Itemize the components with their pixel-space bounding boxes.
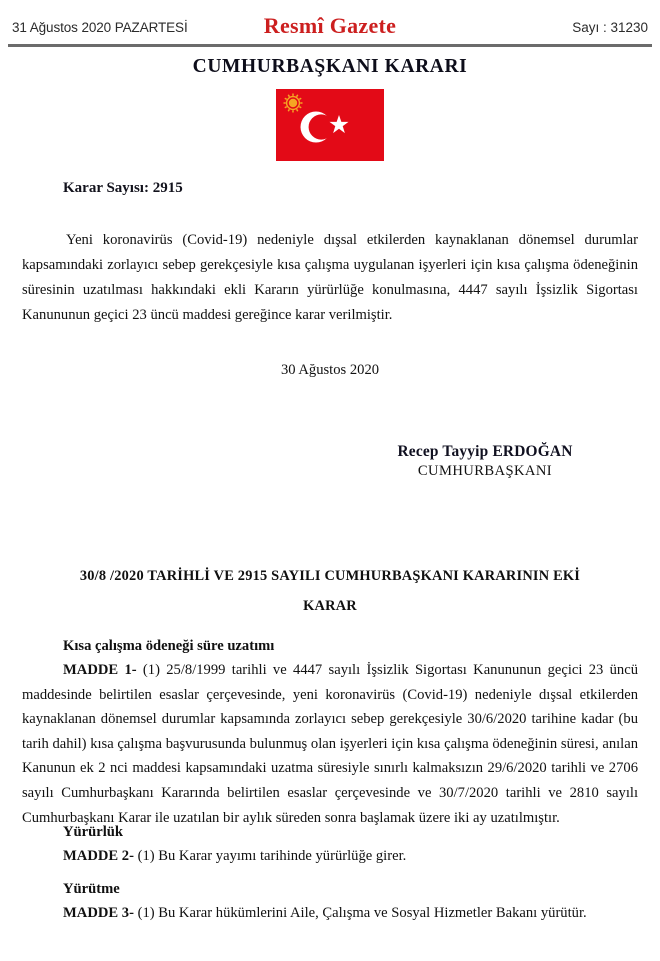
article-2 <box>22 822 638 869</box>
emblem-container <box>0 89 660 166</box>
article-3-text: (1) Bu Karar hükümlerini Aile, Çalışma ve Sosyal Hizmetler Bakanı yürütür. <box>133 905 587 921</box>
masthead-title: Resmî Gazete <box>263 13 397 38</box>
article-3-label: MADDE 3- <box>63 905 134 921</box>
masthead-divider <box>8 44 652 47</box>
decision-title: CUMHURBAŞKANI KARARI <box>192 56 468 77</box>
decision-date: 30 Ağustos 2020 <box>280 362 380 378</box>
masthead-date: 31 Ağustos 2020 PAZARTESİ <box>12 19 188 35</box>
masthead-issue-number: Sayı : 31230 <box>572 19 648 35</box>
annex-heading-line-2: KARAR <box>303 598 357 614</box>
decision-number: Karar Sayısı: 2915 <box>63 180 183 196</box>
article-1-heading: Kısa çalışma ödeneği süre uzatımı <box>63 638 275 654</box>
turkish-flag-emblem-icon <box>276 89 384 161</box>
signature-block <box>330 443 640 480</box>
signatory-name: Recep Tayyip ERDOĞAN <box>397 443 573 460</box>
signatory-role: CUMHURBAŞKANI <box>417 463 553 479</box>
decision-lead-paragraph: Yeni koronavirüs (Covid-19) nedeniyle dışsal etkilerden kaynaklanan dönemsel durumlar kapsamındaki zorlayıcı sebep gerekçesiyle kısa çalışma uygulanan işyerleri için kısa çalışma ödeneğinin süresinin uzatılması hakkındaki ekli Kararın yürürlüğe konulmasına, 4447 sayılı İşsizlik Sigortası Kanununun geçici 23 üncü maddesi gereğince karar verilmiştir. <box>22 232 638 323</box>
article-1-label: MADDE 1- <box>63 662 137 678</box>
article-2-text: (1) Bu Karar yayımı tarihinde yürürlüğe girer. <box>133 848 407 864</box>
masthead <box>0 14 660 40</box>
article-1 <box>22 636 638 830</box>
article-2-heading: Yürürlük <box>63 824 124 840</box>
article-3-body <box>22 901 638 926</box>
article-3-heading: Yürütme <box>63 881 120 897</box>
article-1-body <box>22 658 638 830</box>
article-1-text: (1) 25/8/1999 tarihli ve 4447 sayılı İşsizlik Sigortası Kanununun geçici 23 üncü maddesinde belirtilen esaslar çerçevesinde, yeni koronavirüs (Covid-19) nedeniyle dışsal etkilerden kaynaklanan dönemsel durumlar kapsamında zorlayıcı sebep gerekçesiyle 30/6/2020 tarihine kadar (bu tarih dahil) kısa çalışma başvurusunda bulunmuş olan işyerleri için kısa çalışma ödeneğinin süresi, anılan Kanunun ek 2 nci maddesi kapsamındaki uzatma süresiyle sınırlı kalmaksızın 29/6/2020 tarihli ve 2706 sayılı Cumhurbaşkanı Kararında belirtilen esaslar çerçevesinde ve 30/7/2020 tarihli ve 2810 sayılı Cumhurbaşkanı Karar ile uzatılan bir aylık süreden sonra başlamak üzere iki ay uzatılmıştır. <box>22 662 639 826</box>
article-2-label: MADDE 2- <box>63 848 134 864</box>
annex-heading-line-1: 30/8 /2020 TARİHLİ VE 2915 SAYILI CUMHURBAŞKANI KARARININ EKİ <box>79 568 581 584</box>
article-2-body <box>22 844 638 869</box>
article-3 <box>22 879 638 926</box>
annex-heading <box>40 561 620 621</box>
